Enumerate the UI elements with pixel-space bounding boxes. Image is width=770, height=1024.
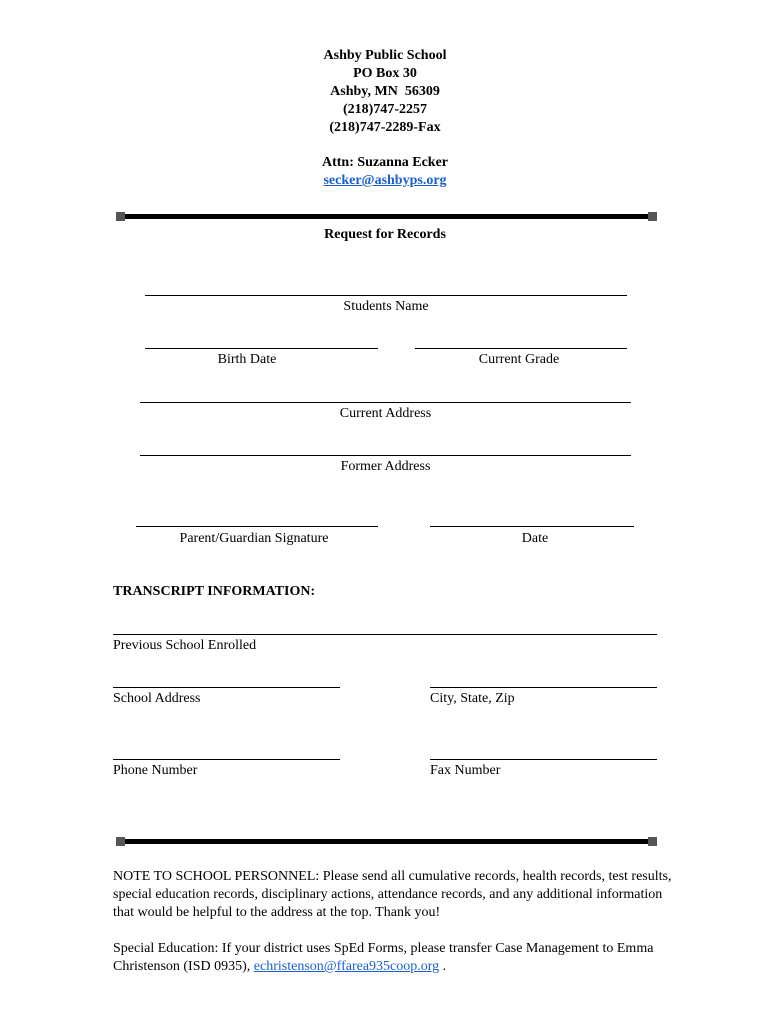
divider-cap-left xyxy=(116,212,125,221)
previous-school-field[interactable] xyxy=(113,634,657,635)
current-grade-label: Current Grade xyxy=(478,352,560,367)
current-address-field[interactable] xyxy=(140,402,631,403)
bottom-divider xyxy=(118,839,655,844)
current-grade-field[interactable] xyxy=(415,348,627,349)
current-address-label: Current Address xyxy=(339,406,432,421)
students-name-label: Students Name xyxy=(343,299,429,314)
school-address-label: School Address xyxy=(113,691,201,706)
personnel-note: NOTE TO SCHOOL PERSONNEL: Please send all cumulative records, health records, test results, special education records, disciplinary actions, attendance records, and any additional information that would be helpful to the address at the top. Thank you! xyxy=(113,869,672,920)
sped-note xyxy=(113,940,673,976)
fax-field[interactable] xyxy=(430,759,657,760)
email-container xyxy=(0,172,770,190)
sped-email-link[interactable]: echristenson@ffarea935coop.org xyxy=(253,959,440,974)
divider-cap-right xyxy=(648,837,657,846)
previous-school-label: Previous School Enrolled xyxy=(113,638,257,653)
top-divider xyxy=(118,214,655,219)
po-box: PO Box 30 xyxy=(353,66,417,81)
transcript-heading: TRANSCRIPT INFORMATION: xyxy=(113,584,316,599)
form-title: Request for Records xyxy=(324,227,446,242)
city-state-zip-label: City, State, Zip xyxy=(430,691,515,706)
fax-label: Fax Number xyxy=(430,763,501,778)
divider-cap-right xyxy=(648,212,657,221)
phone-number: (218)747-2257 xyxy=(343,102,427,117)
birth-date-field[interactable] xyxy=(145,348,378,349)
school-address-field[interactable] xyxy=(113,687,340,688)
email-link[interactable]: secker@ashbyps.org xyxy=(323,173,447,188)
sped-note-text: Special Education: If your district uses SpEd Forms, please transfer Case Management to Emma Christenson (ISD 0935), xyxy=(113,941,654,974)
former-address-field[interactable] xyxy=(140,455,631,456)
school-name: Ashby Public School xyxy=(323,48,447,63)
signature-label: Parent/Guardian Signature xyxy=(179,531,329,546)
divider-cap-left xyxy=(116,837,125,846)
city-state-zip-field[interactable] xyxy=(430,687,657,688)
date-label: Date xyxy=(521,531,549,546)
former-address-label: Former Address xyxy=(340,459,431,474)
phone-label: Phone Number xyxy=(113,763,198,778)
date-field[interactable] xyxy=(430,526,634,527)
phone-field[interactable] xyxy=(113,759,340,760)
birth-date-label: Birth Date xyxy=(217,352,277,367)
attention-line: Attn: Suzanna Ecker xyxy=(321,155,448,170)
fax-number: (218)747-2289-Fax xyxy=(329,120,441,135)
signature-field[interactable] xyxy=(136,526,378,527)
students-name-field[interactable] xyxy=(145,295,627,296)
sped-note-end: . xyxy=(439,959,447,974)
city-state-zip: Ashby, MN 56309 xyxy=(330,84,440,99)
